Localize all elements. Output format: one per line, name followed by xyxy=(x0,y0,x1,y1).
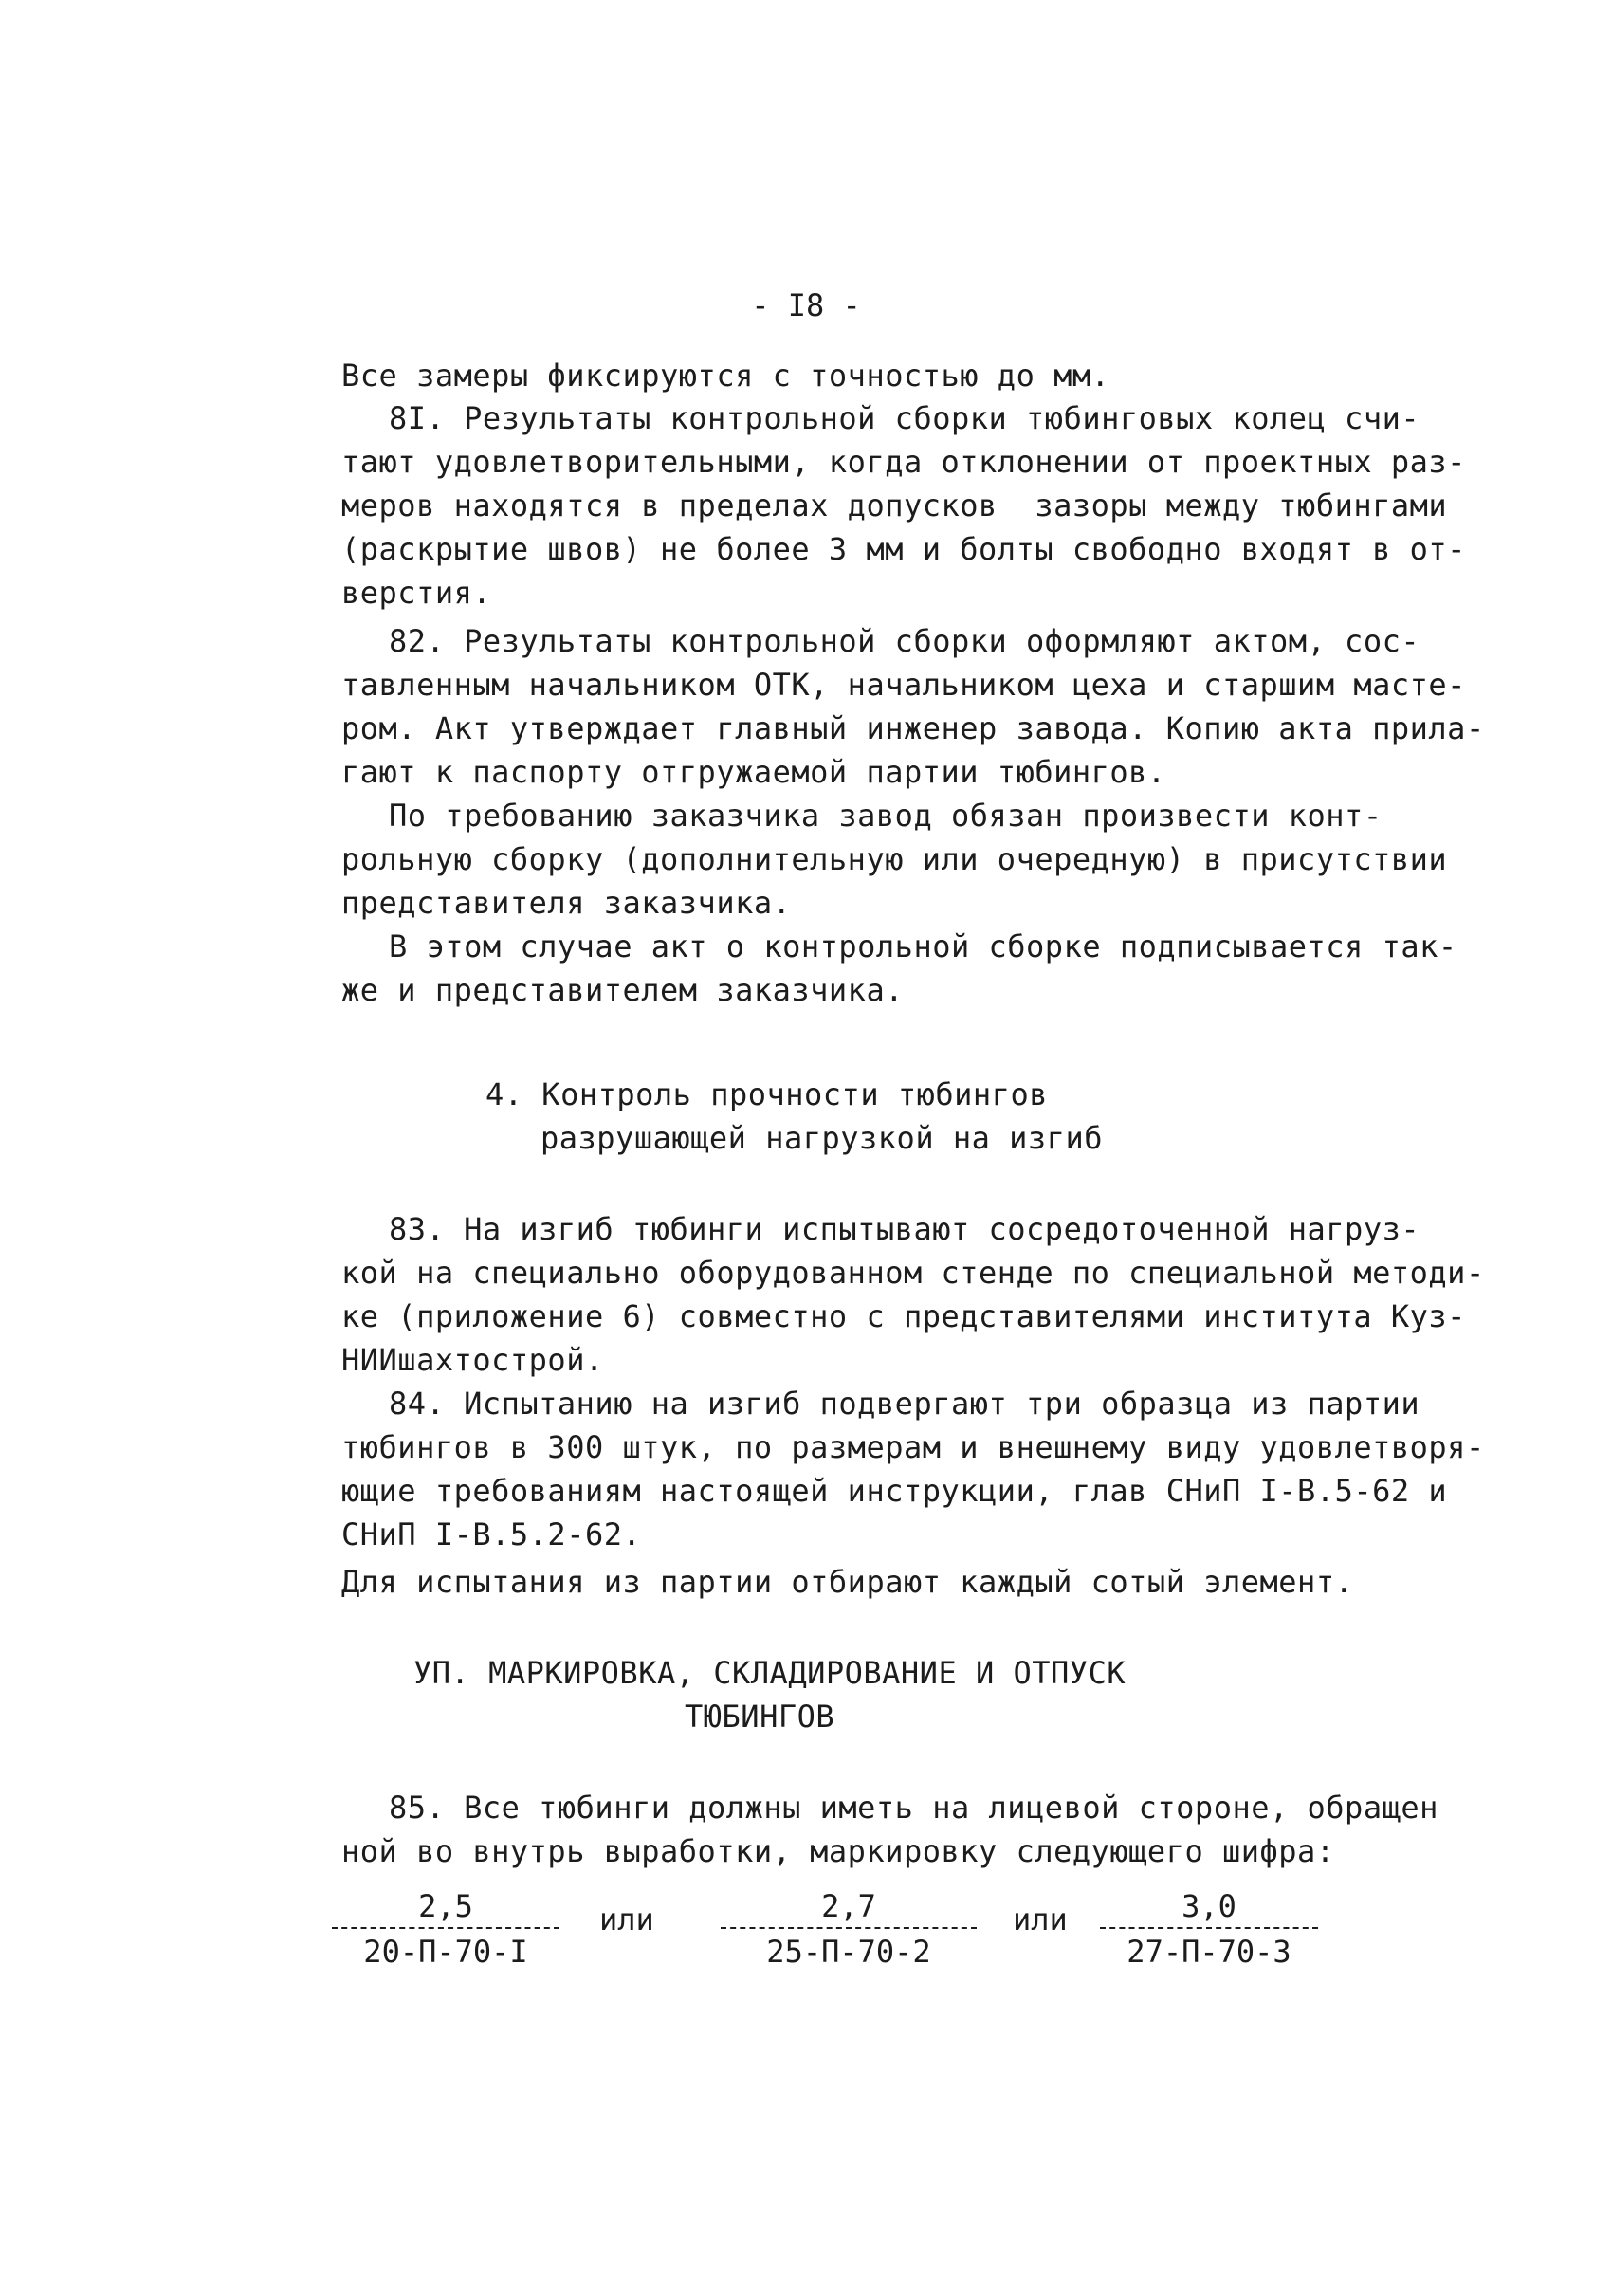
paragraph-85-line: 85. Все тюбинги должны иметь на лицевой стороне, обращен xyxy=(389,1790,1438,1826)
text-line: же и представителем заказчика. xyxy=(341,972,904,1008)
text-line: Для испытания из партии отбирают каждый сотый элемент. xyxy=(341,1564,1354,1600)
text-line: кой на специально оборудованном стенде по специальной методи- xyxy=(341,1255,1485,1291)
formula-denominator: 25-П-70-2 xyxy=(766,1934,931,1970)
text-line: Все замеры фиксируются с точностью до мм. xyxy=(341,358,1110,394)
section-heading-4: 4. Контроль прочности тюбингов xyxy=(485,1076,1048,1112)
text-line: меров находятся в пределах допусков зазоры между тюбингами xyxy=(341,487,1448,523)
text-line: гают к паспорту отгружаемой партии тюбингов. xyxy=(341,754,1166,790)
marking-formula-2 xyxy=(721,1887,977,1971)
text-line: тавленным начальником ОТК, начальником цеха и старшим масте- xyxy=(341,667,1466,703)
formula-numerator: 2,5 xyxy=(332,1887,559,1929)
formula-numerator: 2,7 xyxy=(721,1887,977,1929)
paragraph-84-line: 84. Испытанию на изгиб подвергают три образца из партии xyxy=(389,1386,1420,1422)
page-number: - I8 - xyxy=(751,287,861,323)
formula-numerator: 3,0 xyxy=(1100,1887,1318,1929)
section-heading-vii-cont: ТЮБИНГОВ xyxy=(685,1699,835,1735)
separator-text: или xyxy=(1013,1901,1068,1938)
text-line: По требованию заказчика завод обязан произвести конт- xyxy=(389,798,1383,834)
formula-denominator: 27-П-70-3 xyxy=(1127,1934,1291,1970)
separator-text: или xyxy=(599,1901,654,1938)
text-line: верстия. xyxy=(341,575,492,611)
text-line: (раскрытие швов) не более 3 мм и болты свободно входят в от- xyxy=(341,531,1466,567)
paragraph-82-line: 82. Результаты контрольной сборки оформляют актом, сос- xyxy=(389,623,1420,659)
text-line: В этом случае акт о контрольной сборке подписывается так- xyxy=(389,928,1457,964)
marking-formula-1 xyxy=(332,1887,559,1971)
text-line: ром. Акт утверждает главный инженер завода. Копию акта прила- xyxy=(341,710,1485,746)
text-line: СНиП I-В.5.2-62. xyxy=(341,1516,642,1552)
text-line: рольную сборку (дополнительную или очередную) в присутствии xyxy=(341,841,1448,877)
text-line: ке (приложение 6) совместно с представителями института Куз- xyxy=(341,1298,1466,1334)
text-line: тают удовлетворительными, когда отклонении от проектных раз- xyxy=(341,444,1466,480)
marking-formula-3 xyxy=(1100,1887,1318,1971)
section-heading-4-cont: разрушающей нагрузкой на изгиб xyxy=(540,1120,1103,1156)
text-line: представителя заказчика. xyxy=(341,885,792,921)
formula-denominator: 20-П-70-I xyxy=(363,1934,528,1970)
text-line: ной во внутрь выработки, маркировку следующего шифра: xyxy=(341,1833,1335,1869)
paragraph-81-line: 8I. Результаты контрольной сборки тюбинговых колец счи- xyxy=(389,400,1420,436)
text-line: НИИшахтострой. xyxy=(341,1342,604,1378)
section-heading-vii: УП. МАРКИРОВКА, СКЛАДИРОВАНИЕ И ОТПУСК xyxy=(413,1655,1127,1691)
text-line: тюбингов в 300 штук, по размерам и внешнему виду удовлетворя- xyxy=(341,1429,1485,1465)
text-line: ющие требованиям настоящей инструкции, глав СНиП I-В.5-62 и xyxy=(341,1473,1448,1509)
paragraph-83-line: 83. На изгиб тюбинги испытывают сосредоточенной нагруз- xyxy=(389,1211,1420,1247)
